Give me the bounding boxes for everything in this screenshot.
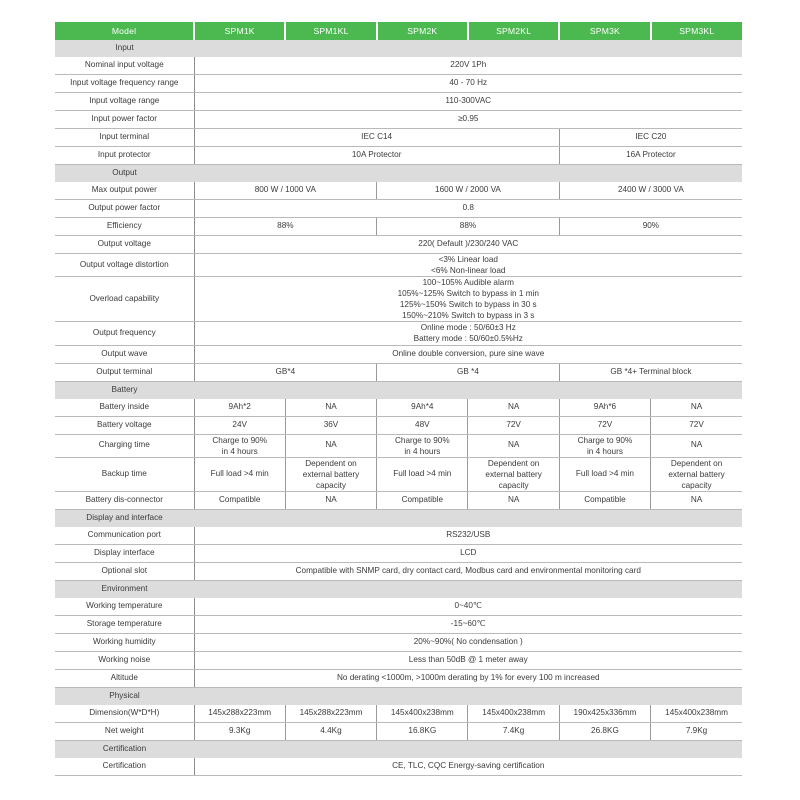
row-value-cell: 2400 W / 3000 VA xyxy=(559,182,742,200)
row-value-cell xyxy=(194,277,742,322)
table-row xyxy=(55,633,742,651)
row-label: Overload capability xyxy=(55,277,194,322)
row-value-cell: NA xyxy=(651,491,742,509)
row-value-cell: 145x288x223mm xyxy=(194,705,285,723)
table-row xyxy=(55,254,742,277)
section-band-filler xyxy=(194,740,742,758)
table-row xyxy=(55,544,742,562)
row-value-cell xyxy=(194,254,742,277)
row-value-cell: 145x400x238mm xyxy=(377,705,468,723)
section-band-label: Environment xyxy=(55,580,194,598)
row-value-cell: 26.8KG xyxy=(559,722,650,740)
value-line: Dependent on xyxy=(487,458,540,468)
row-label: Output voltage xyxy=(55,236,194,254)
row-value-cell: Less than 50dB @ 1 meter away xyxy=(194,651,742,669)
value-line: external battery xyxy=(302,469,360,479)
table-row xyxy=(55,758,742,776)
table-row xyxy=(55,182,742,200)
section-band-row xyxy=(55,381,742,399)
table-row xyxy=(55,527,742,545)
row-value-cell: 72V xyxy=(651,416,742,434)
row-label: Output power factor xyxy=(55,200,194,218)
row-value-cell: GB*4 xyxy=(194,363,377,381)
row-label: Efficiency xyxy=(55,218,194,236)
row-value-cell: 9Ah*4 xyxy=(377,399,468,417)
row-label: Net weight xyxy=(55,722,194,740)
header-model-spm2k: SPM2K xyxy=(377,22,468,40)
row-label: Input power factor xyxy=(55,111,194,129)
row-value-cell: No derating <1000m, >1000m derating by 1% for every 100 m increased xyxy=(194,669,742,687)
row-value-cell: 1600 W / 2000 VA xyxy=(377,182,560,200)
row-value-cell: CE, TLC, CQC Energy-saving certification xyxy=(194,758,742,776)
row-value-cell: GB *4 xyxy=(377,363,560,381)
row-label: Working humidity xyxy=(55,633,194,651)
row-value-cell: NA xyxy=(468,434,559,457)
row-value-cell: NA xyxy=(651,434,742,457)
row-label: Optional slot xyxy=(55,562,194,580)
value-line: capacity xyxy=(681,480,712,490)
row-label: Output frequency xyxy=(55,322,194,345)
row-value-cell: NA xyxy=(651,399,742,417)
row-value-cell: 72V xyxy=(559,416,650,434)
row-value-cell: 10A Protector xyxy=(194,147,559,165)
table-row xyxy=(55,200,742,218)
section-band-filler xyxy=(194,40,742,57)
row-value-cell: 72V xyxy=(468,416,559,434)
row-value-cell: 24V xyxy=(194,416,285,434)
row-value-cell: 145x288x223mm xyxy=(285,705,376,723)
header-model-spm1k: SPM1K xyxy=(194,22,285,40)
section-band-filler xyxy=(194,381,742,399)
value-line: in 4 hours xyxy=(404,446,441,456)
value-line: capacity xyxy=(315,480,347,490)
value-line: Battery mode : 50/60±0.5%Hz xyxy=(413,334,523,344)
row-value-cell: 0~40℃ xyxy=(194,598,742,616)
row-value-cell: 88% xyxy=(377,218,560,236)
multiline-value xyxy=(195,254,742,276)
table-row xyxy=(55,147,742,165)
row-value-cell: Full load >4 min xyxy=(559,457,650,491)
table-row xyxy=(55,651,742,669)
row-label: Certification xyxy=(55,758,194,776)
value-line: Charge to 90% xyxy=(395,435,450,445)
table-row xyxy=(55,111,742,129)
row-value-cell: 145x400x238mm xyxy=(468,705,559,723)
table-row xyxy=(55,722,742,740)
table-header-row xyxy=(55,22,742,40)
row-label: Dimension(W*D*H) xyxy=(55,705,194,723)
row-label: Battery voltage xyxy=(55,416,194,434)
row-value-cell: 800 W / 1000 VA xyxy=(194,182,377,200)
value-line: in 4 hours xyxy=(586,446,623,456)
row-value-cell: -15~60℃ xyxy=(194,615,742,633)
row-value-cell: Compatible xyxy=(377,491,468,509)
row-value-cell: ≥0.95 xyxy=(194,111,742,129)
row-value-cell: 220( Default )/230/240 VAC xyxy=(194,236,742,254)
value-line: 125%~150% Switch to bypass in 30 s xyxy=(399,300,537,310)
table-row xyxy=(55,236,742,254)
row-value-cell: 88% xyxy=(194,218,377,236)
table-row xyxy=(55,491,742,509)
row-value-cell: 48V xyxy=(377,416,468,434)
row-value-cell: 20%~90%( No condensation ) xyxy=(194,633,742,651)
row-value-cell: NA xyxy=(468,399,559,417)
row-label: Output terminal xyxy=(55,363,194,381)
table-row xyxy=(55,434,742,457)
table-row xyxy=(55,277,742,322)
row-label: Nominal input voltage xyxy=(55,57,194,75)
section-band-label: Certification xyxy=(55,740,194,758)
row-value-cell: IEC C20 xyxy=(559,129,742,147)
section-band-filler xyxy=(194,165,742,183)
row-label: Storage temperature xyxy=(55,615,194,633)
value-line: external battery xyxy=(485,469,542,479)
value-line: Dependent on xyxy=(305,458,357,468)
row-label: Altitude xyxy=(55,669,194,687)
value-line: capacity xyxy=(498,480,529,490)
multiline-value xyxy=(468,458,558,491)
table-row xyxy=(55,669,742,687)
row-label: Working noise xyxy=(55,651,194,669)
table-row xyxy=(55,705,742,723)
row-label: Output voltage distortion xyxy=(55,254,194,277)
table-row xyxy=(55,75,742,93)
value-line: 150%~210% Switch to bypass in 3 s xyxy=(402,311,535,321)
multiline-value xyxy=(195,435,285,457)
row-value-cell xyxy=(285,457,376,491)
row-label: Input protector xyxy=(55,147,194,165)
row-value-cell: 4.4Kg xyxy=(285,722,376,740)
section-band-filler xyxy=(194,687,742,705)
row-value-cell: 36V xyxy=(285,416,376,434)
row-value-cell: 9Ah*2 xyxy=(194,399,285,417)
table-row xyxy=(55,598,742,616)
row-label: Input voltage range xyxy=(55,93,194,111)
table-row xyxy=(55,457,742,491)
row-value-cell xyxy=(194,322,742,345)
row-value-cell: 16.8KG xyxy=(377,722,468,740)
value-line: in 4 hours xyxy=(221,446,258,456)
row-value-cell: Compatible xyxy=(194,491,285,509)
section-band-label: Input xyxy=(55,40,194,57)
row-value-cell xyxy=(468,457,559,491)
row-value-cell: 190x425x336mm xyxy=(559,705,650,723)
row-value-cell: Online double conversion, pure sine wave xyxy=(194,345,742,363)
row-value-cell: NA xyxy=(285,434,376,457)
section-band-row xyxy=(55,580,742,598)
row-value-cell: 40 - 70 Hz xyxy=(194,75,742,93)
value-line: external battery xyxy=(668,469,725,479)
value-line: 100~105% Audible alarm xyxy=(422,278,514,288)
row-value-cell: NA xyxy=(285,491,376,509)
row-label: Battery inside xyxy=(55,399,194,417)
value-line: Charge to 90% xyxy=(577,435,633,445)
row-value-cell xyxy=(194,434,285,457)
row-value-cell: 16A Protector xyxy=(559,147,742,165)
row-value-cell: 7.4Kg xyxy=(468,722,559,740)
row-label: Backup time xyxy=(55,457,194,491)
table-row xyxy=(55,93,742,111)
table-row xyxy=(55,416,742,434)
value-line: Charge to 90% xyxy=(212,435,267,445)
row-label: Working temperature xyxy=(55,598,194,616)
row-value-cell: NA xyxy=(285,399,376,417)
value-line: <3% Linear load xyxy=(438,255,498,264)
row-value-cell: 9.3Kg xyxy=(194,722,285,740)
section-band-row xyxy=(55,509,742,527)
section-band-row xyxy=(55,165,742,183)
row-label: Input voltage frequency range xyxy=(55,75,194,93)
row-value-cell: 220V 1Ph xyxy=(194,57,742,75)
row-value-cell: LCD xyxy=(194,544,742,562)
row-label: Charging time xyxy=(55,434,194,457)
value-line: Online mode : 50/60±3 Hz xyxy=(420,323,516,333)
header-model-spm1kl: SPM1KL xyxy=(285,22,376,40)
row-value-cell xyxy=(377,434,468,457)
multiline-value xyxy=(651,458,742,491)
row-value-cell: 110-300VAC xyxy=(194,93,742,111)
multiline-value xyxy=(377,435,467,457)
table-row xyxy=(55,129,742,147)
row-label: Output wave xyxy=(55,345,194,363)
row-value-cell: 9Ah*6 xyxy=(559,399,650,417)
header-model-label: Model xyxy=(55,22,194,40)
section-band-row xyxy=(55,687,742,705)
table-row xyxy=(55,345,742,363)
row-label: Input terminal xyxy=(55,129,194,147)
table-row xyxy=(55,399,742,417)
section-band-row xyxy=(55,40,742,57)
row-label: Communication port xyxy=(55,527,194,545)
row-value-cell: Full load >4 min xyxy=(377,457,468,491)
value-line: 105%~125% Switch to bypass in 1 min xyxy=(397,289,539,299)
multiline-value xyxy=(560,435,650,457)
section-band-filler xyxy=(194,580,742,598)
section-band-filler xyxy=(194,509,742,527)
section-band-label: Battery xyxy=(55,381,194,399)
table-row xyxy=(55,218,742,236)
row-value-cell: 145x400x238mm xyxy=(651,705,742,723)
table-row xyxy=(55,322,742,345)
header-model-spm3kl: SPM3KL xyxy=(651,22,742,40)
header-model-spm3k: SPM3K xyxy=(559,22,650,40)
multiline-value xyxy=(195,322,742,344)
row-value-cell xyxy=(559,434,650,457)
row-value-cell xyxy=(651,457,742,491)
value-line: Dependent on xyxy=(670,458,723,468)
value-line: <6% Non-linear load xyxy=(431,266,506,276)
multiline-value xyxy=(286,458,376,491)
row-value-cell: GB *4+ Terminal block xyxy=(559,363,742,381)
table-row xyxy=(55,57,742,75)
section-band-label: Physical xyxy=(55,687,194,705)
multiline-value xyxy=(195,277,742,321)
row-value-cell: RS232/USB xyxy=(194,527,742,545)
row-value-cell: 90% xyxy=(559,218,742,236)
header-model-spm2kl: SPM2KL xyxy=(468,22,559,40)
table-row xyxy=(55,562,742,580)
row-label: Max output power xyxy=(55,182,194,200)
section-band-label: Display and interface xyxy=(55,509,194,527)
section-band-row xyxy=(55,740,742,758)
row-value-cell: 0.8 xyxy=(194,200,742,218)
row-value-cell: NA xyxy=(468,491,559,509)
ups-specification-table xyxy=(55,22,742,776)
table-row xyxy=(55,363,742,381)
row-value-cell: Compatible xyxy=(559,491,650,509)
row-value-cell: IEC C14 xyxy=(194,129,559,147)
table-row xyxy=(55,615,742,633)
row-value-cell: Full load >4 min xyxy=(194,457,285,491)
row-label: Battery dis-connector xyxy=(55,491,194,509)
row-value-cell: Compatible with SNMP card, dry contact card, Modbus card and environmental monitoring card xyxy=(194,562,742,580)
section-band-label: Output xyxy=(55,165,194,183)
row-value-cell: 7.9Kg xyxy=(651,722,742,740)
row-label: Display interface xyxy=(55,544,194,562)
